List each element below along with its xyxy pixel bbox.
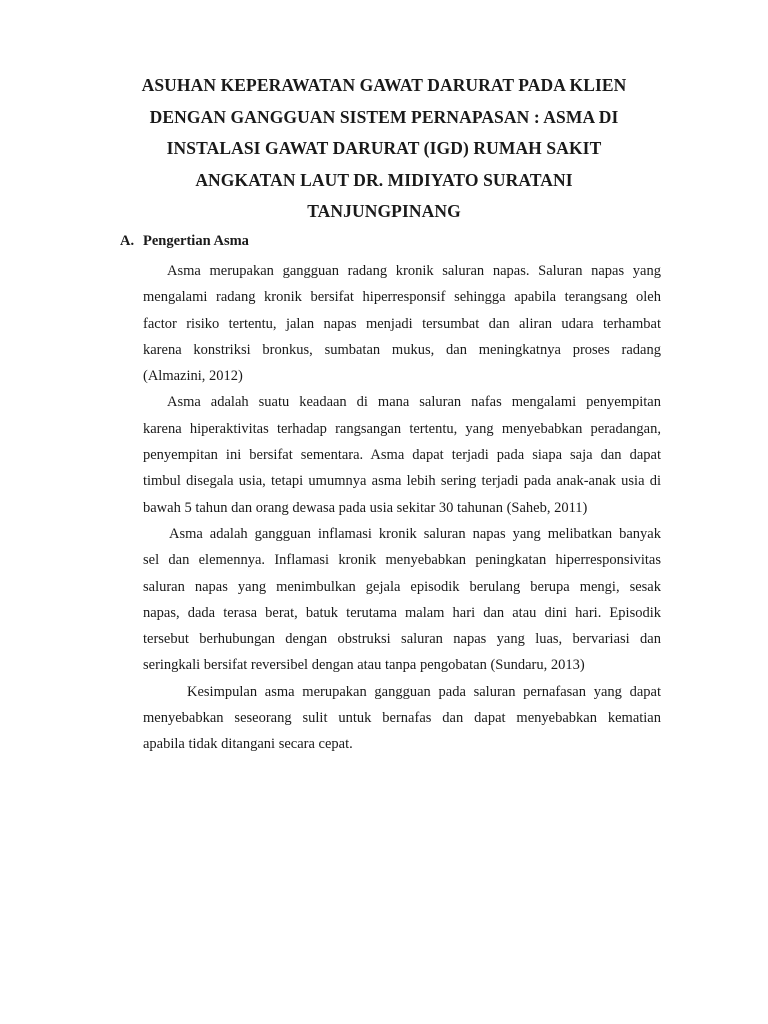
paragraph-line: seringkali bersifat reversibel dengan atau tanpa pengobatan (Sundaru, 2013) — [143, 657, 585, 674]
paragraph-line: bawah 5 tahun dan orang dewasa pada usia sekitar 30 tahunan (Saheb, 2011) — [143, 499, 588, 516]
section-body — [143, 258, 661, 758]
paragraph-line: apabila tidak ditangani secara cepat. — [143, 736, 353, 753]
paragraph-line: menyebabkan seseorang sulit untuk bernafas dan dapat menyebabkan kematian — [143, 710, 661, 727]
paragraph-line: tersebut berhubungan dengan obstruksi saluran napas yang luas, bervariasi dan — [143, 631, 661, 648]
paragraph-line: Asma merupakan gangguan radang kronik saluran napas. Saluran napas yang — [167, 263, 661, 279]
paragraph-line: Asma adalah suatu keadaan di mana saluran nafas mengalami penyempitan — [167, 394, 661, 411]
title-line: INSTALASI GAWAT DARURAT (IGD) RUMAH SAKIT — [166, 138, 602, 158]
section-heading-text: Pengertian Asma — [143, 233, 249, 249]
paragraph-line: Kesimpulan asma merupakan gangguan pada saluran pernafasan yang dapat — [187, 683, 661, 700]
paragraph-line: sel dan elemennya. Inflamasi kronik menyebabkan peningkatan hiperresponsivitas — [143, 552, 661, 569]
paragraph-line: Asma adalah gangguan inflamasi kronik saluran napas yang melibatkan banyak — [169, 525, 661, 542]
title-line: TANJUNGPINANG — [307, 201, 461, 221]
title-line: DENGAN GANGGUAN SISTEM PERNAPASAN : ASMA DI — [149, 106, 619, 127]
paragraph-line: napas, dada terasa berat, batuk terutama malam hari dan atau dini hari. Episodik — [143, 604, 661, 621]
paragraph-line: saluran napas yang menimbulkan gejala episodik berulang berupa mengi, sesak — [143, 578, 661, 595]
title-line: ASUHAN KEPERAWATAN GAWAT DARURAT PADA KLIEN — [141, 75, 627, 95]
document-title — [110, 70, 658, 228]
paragraph-line: karena konstriksi bronkus, sumbatan mukus, dan meningkatnya proses radang — [143, 341, 661, 358]
paragraph-line: timbul disegala usia, tetapi umumnya asma lebih sering terjadi pada anak-anak usia di — [143, 473, 661, 490]
paragraph-line: factor risiko tertentu, jalan napas menjadi tersumbat dan aliran udara terhambat — [143, 315, 661, 332]
paragraph-line: karena hiperaktivitas terhadap rangsangan tertentu, yang menyebabkan peradangan, — [143, 420, 661, 437]
paragraph-line: penyempitan ini bersifat sementara. Asma dapat terjadi pada siapa saja dan dapat — [143, 447, 661, 464]
paragraph-line: (Almazini, 2012) — [143, 368, 243, 385]
paragraph-line: mengalami radang kronik bersifat hiperresponsif sehingga apabila terangsang oleh — [143, 289, 661, 306]
section-letter: A. — [120, 233, 135, 249]
title-line: ANGKATAN LAUT DR. MIDIYATO SURATANI — [195, 169, 573, 190]
section-heading — [120, 231, 249, 251]
